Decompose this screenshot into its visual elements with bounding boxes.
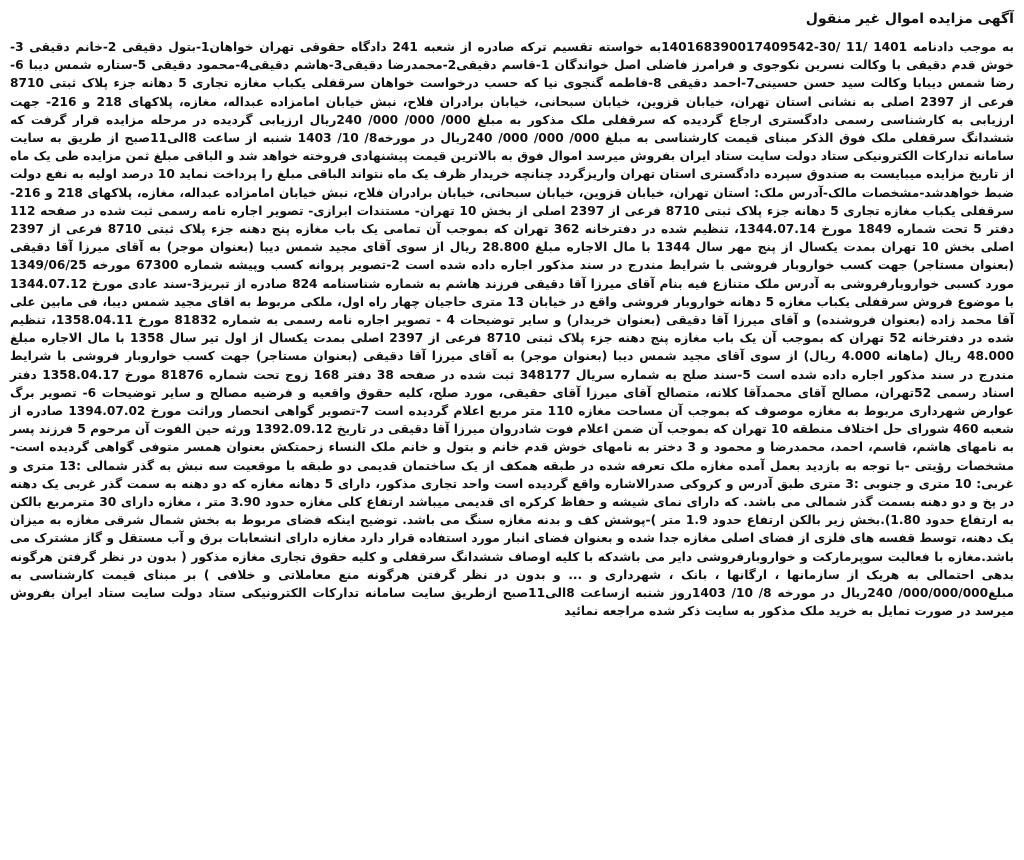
notice-body-text: به موجب دادنامه 14016839001740954‪2‬-30/ 11/ 1401به خواسته تقسیم ترکه صادره از شعبه 241 دادگاه حقوقی تهران خواهان1-بتول دقیقی 2-خانم دقیقی 3-خوش قدم دقیقی با وکالت نسرین نکوجوی و فرامرز فاضلی اصل خواندگان 1-قاسم دقیقی2-محمدرضا دقیقی3-هاشم دقیقی4-محمود دقیقی 5-ستاره شمس دیبا 6-رضا شمس دیبابا وکالت سید حسن حسینی7-احمد دقیقی 8-فاطمه گنجوی نیا که حسب درخواست خواهان سرقفلی یکباب مغازه تجاری 5 دهانه جزء پلاک ثبتی 8710 فرعی از 2397 اصلی به نشانی استان تهران، خیابان قزوین، خیابان سبحانی، خیابان برادران فلاح، نبش خیابان امامزاده عبداله، مغازه، پلاکهای 218 و 216- جهت ارزیابی به کارشناسی رسمی دادگستری ارجاع گردیده که سرقفلی ملک مذکور به مبلغ 000/ 000/ 000/ 240ریال ارزیابی گردیده در مرحله مزایده قرار گرفت که ششدانگ سرقفلی ملک فوق الذکر مبنای قیمت کارشناسی به مبلغ 000/ 000/ 000/ 240ریال در مورخه8/ 10/ 1403 شنبه از ساعت 8الی11صبح از طریق به سایت سامانه تدارکات الکترونیکی ستاد دولت سایت ستاد ایران بفروش میرسد اموال فوق به بالاترین قیمت پیشنهادی فروخته خواهد شد و الباقی مبلغ ثمن مزایده طی یک ماه از تاریخ مزایده میبایست به صندوق سپرده دادگستری استان تهران واریزگردد چنانچه خریدار ظرف یک ماه نتواند الباقی مبلغ را پرداخت نماید 10 درصد اولیه به نفع دولت ضبط خواهدشد-مشخصات مالک-آدرس ملک: استان تهران، خیابان قزوین، خیابان سبحانی، خیابان برادران فلاح، نبش خیابان امامزاده عبداله، مغازه، پلاکهای 218 و 216- سرقفلی یکباب مغازه تجاری 5 دهانه جزء پلاک ثبتی 8710 فرعی از 2397 اصلی از بخش 10 تهران- مستندات ابرازی- تصویر اجاره نامه رسمی ثبت شده در صفحه 112 دفتر 5 تحت شماره 1849 مورخ 1344.07.14، تنظیم شده در دفترخانه 362 تهران که بموجب آن تمامی یک باب مغازه پنج دهنه جزء پلاک ثبتی 8710 فرعی از 2397 اصلی بخش 10 تهران بمدت یکسال از پنج مهر سال 1344 با مال الاجاره مبلغ 28.800 ریال از سوی آقای مجید شمس دیبا (بعنوان موجر) به آقای میرزا آقا دقیقی (بعنوان مستاجر) جهت کسب خواروبار فروشی با شرایط مندرج در سند مذکور اجاره داده شده است 2-تصویر پروانه کسب وپیشه شماره 67300 مورخه 1349/06/25 مورد کسبی خواروبارفروشی به آدرس ملک متنازع فیه بنام آقای میرزا آقا دقیقی فرزند هاشم به شماره شناسنامه 824 صادره از تبریز3-سند عادی مورخ 1344.07.12 با موضوع فروش سرقفلی یکباب مغازه 5 دهانه خواروبار فروشی واقع در خیابان 13 متری حاجیان چهار راه اول، ملکی مربوط به اقای مجید شمس دیبا، فی مابین علی آقا محمد زاده (بعنوان فروشنده) و آقای میرزا آقا دقیقی (بعنوان خریدار) و سایر توضیحات 4 - تصویر اجاره نامه رسمی به شماره 81832 مورخ 1358.04.11، تنظیم شده در دفترخانه 52 تهران که بموجب آن یک باب مغازه پنج دهنه جزء پلاک ثبتی 8710 فرعی از 2397 اصلی بمدت یکسال از اول تیر سال 1358 با مال الاجاره مبلغ 48.000 ریال (ماهانه 4.000 ریال) از سوی آقای مجید شمس دیبا (بعنوان موجر) به آقای میرزا آقا دقیقی (بعنوان مستاجر) جهت کسب خواروبار فروشی با شرایط مندرج در سند مذکور اجاره داده شده است 5-سند صلح به شماره سریال 348177 ثبت شده در صفحه 38 دفتر 168 زوج تحت شماره 81876 مورخ 1358.04.17 دفتر اسناد رسمی 52تهران، مصالح آقای محمدآقا کلانه، متصالح آقای میرزا آقای حقیقی، مورد صلح، کلیه حقوق واقعیه و فرضیه مصالح و سایر توضیحات 6- تصویر برگ عوارض شهرداری مربوط به مغازه موصوف که بموجب آن مساحت مغازه 110 متر مربع اعلام گردیده است 7-تصویر گواهی انحصار وراثت مورخ 1394.07.02 صادره از شعبه 460 شورای حل اختلاف منطقه 10 تهران که بموجب آن ضمن اعلام فوت شادروان میرزا آقا دقیقی در تاریخ 1392.09.12 ورثه حین الفوت آن مرحوم 5 فرزند پسر به نامهای هاشم، قاسم، احمد، محمدرضا و محمود و 3 دختر به نامهای خوش قدم خانم و بتول و خانم ملک النساء زحمتکش بعنوان همسر متوفی گواهی گردیده است-مشخصات رؤیتی -با توجه به بازدید بعمل آمده مغازه ملک تعرفه شده در طبقه همکف از یک ساختمان قدیمی دو طبقه با موقعیت سه نبش به گذر شمالی :13 متری و غربی: 10 متری و جنوبی :3 متری طبق آدرس و کروکی صدرالاشاره واقع گردیده است واحد تجاری مذکور، دارای 5 دهانه مغازه که دو دهنه به سمت گذر غربی یک دهنه در پخ و دو دهنه بسمت گذر شمالی می باشد. که دارای نمای شیشه و حفاظ کرکره ای قدیمی میباشد ارتفاع کلی مغازه حدود 3.90 متر ، مغازه دارای 30 مترمربع بالکن به ارتفاع حدود 1.80).بخش زیر بالکن ارتفاع حدود 1.9 متر )-پوشش کف و بدنه مغازه سنگ می باشد. توضیح اینکه فضای مربوط به بخش شمال شرقی مغازه به میزان یک دهنه، توسط قفسه های فلزی از فضای اصلی مغازه جدا شده و بعنوان فضای انبار مورد استفاده قرار دارد مغازه دارای انشعابات برق و آب مستقل و گاز مشترک می باشد.مغازه با فعالیت سوپرمارکت و خواروبارفروشی دایر می باشدکه با کلیه اوصاف ششدانگ سرقفلی و کلیه حقوق تجاری مغازه مذکور ( بدون در نظر گرفتن هرگونه بدهی احتمالی به هریک از سازمانها ، ارگانها ، بانک ، شهرداری و ... و بدون در نظر گرفتن هرگونه منع معاملاتی و خلافی ) بر مبنای قیمت کارشناسی به مبلغ000/000/000/ 240ریال در مورخه 8/ 10/ 1403روز شنبه ازساعت 8الی11صبح ازطریق سایت سامانه تدارکات الکترونیکی ستاد دولت سایت ستاد ایران بفروش میرسد در صورت تمایل به خرید ملک مذکور به سایت ذکر شده مراجعه نمائید: [10, 40, 1015, 619]
notice-title: آگهی مزایده اموال غیر منقول: [805, 11, 1014, 27]
